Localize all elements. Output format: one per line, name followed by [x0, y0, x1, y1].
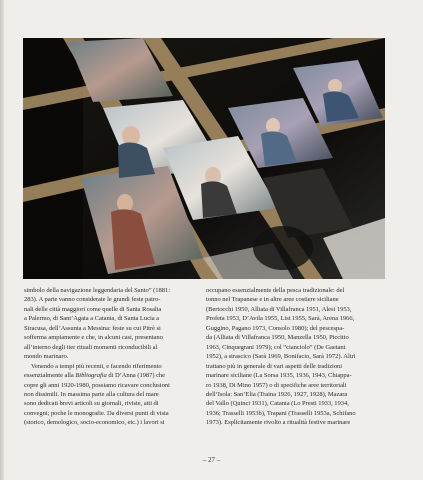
page-number: – 27 – [202, 456, 221, 464]
text-line: dell’Isola: San’Elia (Traina 1926, 1927, 1928), Mazara [206, 390, 348, 398]
text-line: copre gli anni 1920-1980, possiamo ricavare conclusioni [24, 381, 170, 389]
text-line: convegni; poche le monografie. Da diversi punti di vista [24, 409, 169, 417]
text-line: nali delle città maggiori come quelle di Santa Rosalia [24, 305, 162, 313]
text-line: Venendo a tempi più recenti, e facendo riferimento [31, 362, 162, 370]
text-line: Guggino, Pagano 1973, Consolo 1980); del pescespa- [206, 324, 345, 332]
text-line: 1973). Esplicitamente rivolto a ritualità festive marinare [206, 419, 351, 427]
text-line: del Vallo (Quinci 1931), Catania (Lo Presti 1933, 1934, [206, 400, 349, 408]
text-line: 1963, Cinquegrani 1979); col “cianciolo” (De Gaetani [206, 343, 346, 351]
text-line: trattano più in generale di vari aspetti delle tradizioni [206, 362, 343, 370]
photo-drawing [23, 38, 385, 279]
text-line: occupano essenzialmente della pesca tradizionale: del [206, 287, 345, 294]
text-line: tonno nel Trapanese e in altre aree costiere siciliane [206, 296, 339, 304]
text-line: 1952), a strascico (Sarà 1969, Bonifacio, Sarà 1972). Altri [206, 353, 356, 361]
text-line: (storico, demologico, socio-economico, etc.) i lavori si [24, 419, 165, 427]
text-line: a Palermo, di Sant’Agata a Catania, di Santa Lucia a [24, 315, 160, 323]
photo-religious-images [23, 38, 385, 279]
text-line: Profeta 1953, D’Avila 1955, List 1955, Sarà, Arena 1966, [206, 315, 355, 323]
text-line: (Bertocchi 1950, Alliata di Villafranca 1951, Alesi 1953, [206, 305, 352, 313]
text-fragment: essenzialmente alla [24, 372, 76, 380]
text-line: sofferma ampiamente e che, in alcuni casi, presentano [24, 334, 163, 342]
text-line: sono dedicati brevi articoli su giornali, riviste, atti di [24, 400, 159, 408]
text-line: da (Alliata di Villafranca 1950, Manzella 1950, Piccitto [206, 334, 349, 342]
text-line: 1936; Trasselli 1953b), Trapani (Trasselli 1953a, Schifano [206, 409, 356, 417]
bibliografia-title: Bibliografia [75, 372, 107, 380]
text-line: ro 1938, Di Mino 1957) o di specifiche aree territoriali [206, 381, 347, 389]
text-line: marinare siciliane (La Sorsa 1935, 1936, 1943, Chiappa- [206, 372, 352, 380]
right-text-column [206, 286, 378, 428]
left-text-column [24, 286, 196, 428]
text-line: Siracusa, dell’Assunta a Messina: feste su cui Pitrè si [24, 324, 161, 332]
text-line [24, 371, 196, 380]
text-line: mondo marinaro. [24, 353, 69, 361]
text-line: all’interno degli iter rituali momenti riconducibili al [24, 343, 158, 351]
text-fragment: di D’Anna (1987) che [106, 372, 165, 380]
text-line: 283). A parte vanno considerate le grandi feste patro- [24, 296, 161, 304]
text-line: non dissimili. In massima parte alla cultura del mare [24, 390, 159, 398]
text-line: simbolo della navigazione leggendaria del Santo” (1881: [24, 287, 170, 294]
